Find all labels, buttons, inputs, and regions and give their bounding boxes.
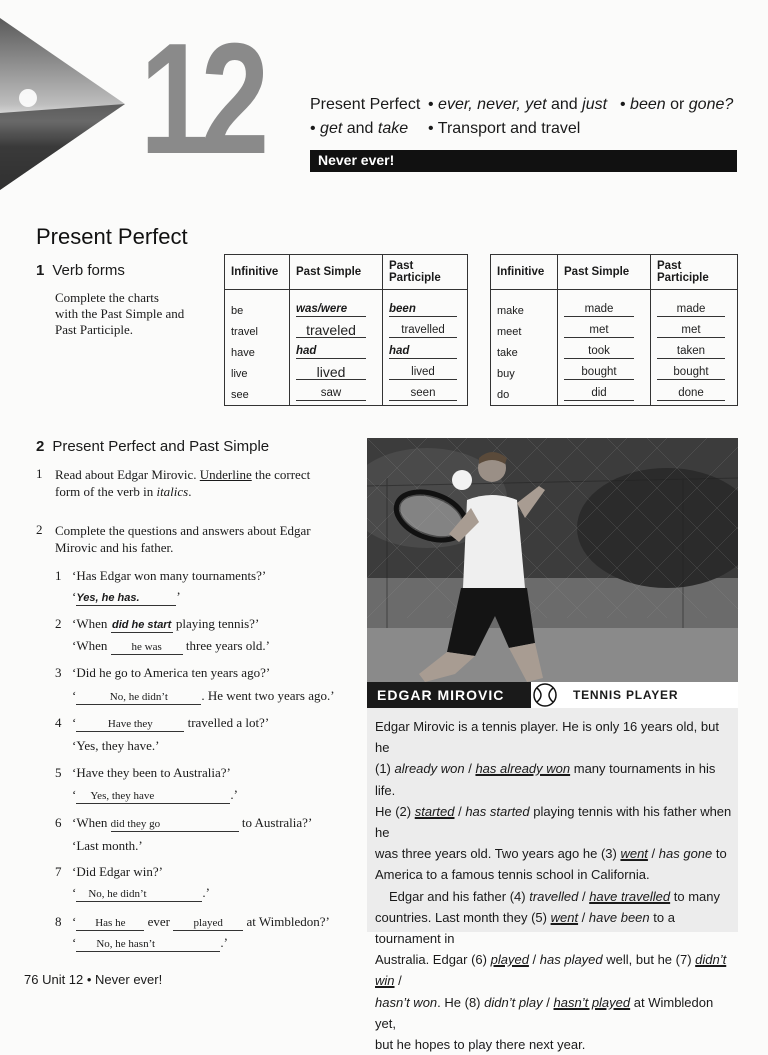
- page-footer: 76 Unit 12 • Never ever!: [24, 972, 163, 987]
- past-simple-cell: [558, 338, 651, 359]
- past-participle-cell: [383, 317, 468, 338]
- past-simple-cell: [558, 359, 651, 380]
- answer-blank: lived: [389, 365, 457, 380]
- answer-blank: Yes, he has.: [76, 592, 176, 606]
- answer-blank: took: [564, 344, 634, 359]
- reading-text: Edgar Mirovic is a tennis player. He is only 16 years old, but he (1) already won / has already won many tournaments in his life. He (2) started / has started playing tennis with his father when he was three years old. Two years ago he (3) went / has gone to America to a famous tennis school in California. Edgar and his father (4) travelled / have travelled to many countries. Last month they (5) went / have been to a tournament in Australia. Edgar (6) played / has played well, but he (7) didn’t win / hasn’t won. He (8) didn’t play / hasn’t played at Wimbledon yet, but he hopes to play there next year.: [375, 719, 732, 1053]
- landscape-photo: [0, 18, 125, 190]
- q-number: 4: [55, 715, 62, 730]
- q1-question: ‘Has Edgar won many tournaments?’: [72, 568, 267, 583]
- q-number: 8: [55, 914, 62, 929]
- q-number: 7: [55, 864, 62, 879]
- past-simple-cell: [290, 380, 383, 406]
- q8-answer: ‘ No, he hasn’t .’: [72, 935, 228, 950]
- infinitive-text: be: [231, 305, 244, 317]
- q3-answer: ‘ No, he didn’t . He went two years ago.’: [72, 688, 335, 703]
- answer-blank: travelled: [389, 323, 457, 338]
- table-row: [491, 317, 738, 338]
- infinitive-cell: [225, 380, 290, 406]
- q4-answer: ‘Yes, they have.’: [72, 738, 160, 753]
- past-simple-cell: [290, 317, 383, 338]
- q2-question: ‘When did he start playing tennis?’: [72, 616, 260, 631]
- q2-answer: ‘When he was three years old.’: [72, 638, 270, 653]
- q-number: 2: [55, 616, 62, 631]
- col-past-simple: Past Simple: [558, 255, 651, 290]
- q8-question: ‘ Has he ever played at Wimbledon?’: [72, 914, 330, 929]
- answer-blank: met: [564, 323, 634, 338]
- infinitive-cell: [225, 317, 290, 338]
- table-row: [225, 338, 468, 359]
- table-row: [491, 290, 738, 318]
- answer-blank: saw: [296, 386, 366, 401]
- q7-question: ‘Did Edgar win?’: [72, 864, 163, 879]
- past-participle-cell: [383, 359, 468, 380]
- answer-blank: traveled: [296, 323, 366, 338]
- past-simple-cell: [290, 338, 383, 359]
- answer-blank: did they go: [111, 818, 239, 832]
- col-past-participle: Past Participle: [651, 255, 738, 290]
- answer-blank: been: [389, 302, 457, 317]
- past-simple-cell: [290, 290, 383, 318]
- table-row: [491, 380, 738, 406]
- q-number: 3: [55, 665, 62, 680]
- topic-get-take: • get and take: [310, 120, 409, 137]
- infinitive-cell: [491, 338, 558, 359]
- col-past-simple: Past Simple: [290, 255, 383, 290]
- answer-blank: No, he didn’t: [76, 691, 201, 705]
- infinitive-text: do: [497, 389, 510, 401]
- player-name: EDGAR MIROVIC: [367, 682, 531, 708]
- infinitive-text: make: [497, 305, 524, 317]
- q6-answer: ‘Last month.’: [72, 838, 143, 853]
- col-infinitive: Infinitive: [491, 255, 558, 290]
- infinitive-text: take: [497, 347, 518, 359]
- ex1-heading: 1 Verb forms: [36, 262, 125, 279]
- past-simple-cell: [558, 290, 651, 318]
- col-infinitive: Infinitive: [225, 255, 290, 290]
- q6-question: ‘When did they go to Australia?’: [72, 815, 313, 830]
- answer-blank: Yes, they have: [76, 790, 230, 804]
- table-row: [225, 359, 468, 380]
- infinitive-cell: [491, 317, 558, 338]
- unit-banner: Never ever!: [310, 150, 737, 172]
- tennis-ball-icon: [533, 683, 557, 707]
- table-row: [491, 359, 738, 380]
- answer-blank: Has he: [76, 917, 144, 931]
- answer-blank: taken: [657, 344, 725, 359]
- infinitive-text: meet: [497, 326, 522, 338]
- ex2-heading: 2 Present Perfect and Past Simple: [36, 438, 270, 455]
- answer-blank: had: [296, 344, 366, 359]
- topic-present-perfect: Present Perfect: [310, 96, 421, 113]
- past-participle-cell: [651, 338, 738, 359]
- reading-box: [367, 682, 738, 1053]
- q4-question: ‘ Have they travelled a lot?’: [72, 715, 270, 730]
- answer-blank: bought: [564, 365, 634, 380]
- past-participle-cell: [651, 380, 738, 406]
- reading-title-bar: [367, 682, 738, 708]
- answer-blank: seen: [389, 386, 457, 401]
- answer-blank: No, he didn’t: [76, 888, 202, 902]
- verb-table-left: [224, 254, 468, 406]
- past-participle-cell: [651, 317, 738, 338]
- answer-blank: had: [389, 344, 457, 359]
- player-role: TENNIS PLAYER: [573, 688, 679, 702]
- ex2-step2: Complete the questions and answers about Edgar Mirovic and his father.: [55, 523, 311, 555]
- past-participle-cell: [651, 290, 738, 318]
- answer-blank: was/were: [296, 302, 366, 317]
- infinitive-text: live: [231, 368, 248, 380]
- q1-answer: ‘Yes, he has. ’: [72, 589, 181, 604]
- answer-blank: made: [657, 302, 725, 317]
- infinitive-cell: [225, 338, 290, 359]
- past-simple-cell: [558, 380, 651, 406]
- infinitive-cell: [225, 359, 290, 380]
- infinitive-text: see: [231, 389, 249, 401]
- answer-blank: did: [564, 386, 634, 401]
- table-row: [491, 338, 738, 359]
- answer-blank: he was: [111, 641, 183, 655]
- col-past-participle: Past Participle: [383, 255, 468, 290]
- table-row: [225, 290, 468, 318]
- answer-blank: did he start: [111, 619, 172, 631]
- answer-blank: met: [657, 323, 725, 338]
- q3-question: ‘Did he go to America ten years ago?’: [72, 665, 271, 680]
- unit-number: 12: [140, 11, 262, 187]
- section-title: Present Perfect: [36, 224, 188, 249]
- infinitive-cell: [225, 290, 290, 318]
- q5-question: ‘Have they been to Australia?’: [72, 765, 231, 780]
- infinitive-text: travel: [231, 326, 258, 338]
- infinitive-text: buy: [497, 368, 515, 380]
- answer-blank: Have they: [76, 718, 184, 732]
- answer-blank: played: [173, 917, 243, 931]
- past-participle-cell: [383, 290, 468, 318]
- topic-ever-never: • ever, never, yet and just: [428, 96, 608, 113]
- answer-blank: No, he hasn’t: [76, 938, 220, 952]
- infinitive-text: have: [231, 347, 255, 359]
- past-participle-cell: [651, 359, 738, 380]
- q-number: 5: [55, 765, 62, 780]
- q5-answer: ‘ Yes, they have .’: [72, 787, 238, 802]
- topic-been-gone: • been or gone?: [620, 96, 734, 113]
- answer-blank: bought: [657, 365, 725, 380]
- ex1-instruction: Complete the charts with the Past Simple and Past Participle.: [55, 290, 185, 337]
- step-number: 2: [36, 522, 43, 537]
- answer-blank: made: [564, 302, 634, 317]
- infinitive-cell: [491, 359, 558, 380]
- tennis-player-photo: [367, 438, 738, 682]
- step-number: 1: [36, 466, 43, 481]
- ex2-step1: Read about Edgar Mirovic. Underline the correct form of the verb in italics.: [55, 467, 311, 499]
- topic-transport: • Transport and travel: [428, 120, 581, 137]
- infinitive-cell: [491, 290, 558, 318]
- q-number: 1: [55, 568, 62, 583]
- table-row: [225, 380, 468, 406]
- answer-blank: lived: [296, 365, 366, 380]
- q7-answer: ‘ No, he didn’t .’: [72, 885, 210, 900]
- q-number: 6: [55, 815, 62, 830]
- answer-blank: done: [657, 386, 725, 401]
- verb-table-right: [490, 254, 738, 406]
- past-simple-cell: [290, 359, 383, 380]
- past-simple-cell: [558, 317, 651, 338]
- past-participle-cell: [383, 380, 468, 406]
- past-participle-cell: [383, 338, 468, 359]
- table-row: [225, 317, 468, 338]
- infinitive-cell: [491, 380, 558, 406]
